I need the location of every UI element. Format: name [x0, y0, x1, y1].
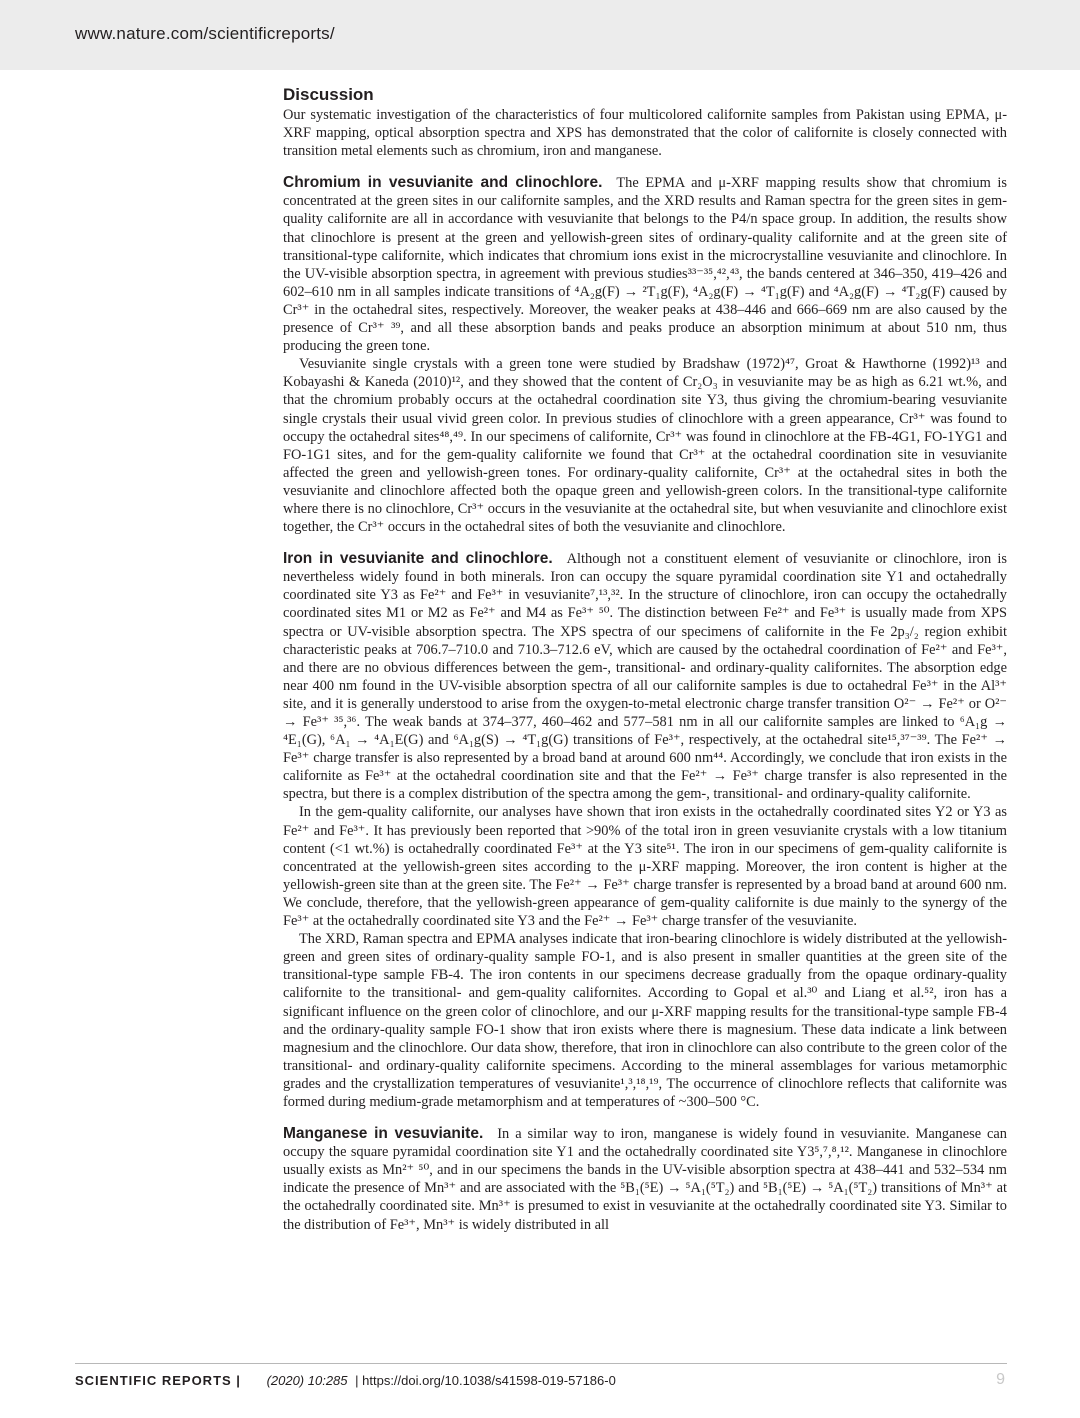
chromium-text-1: The EPMA and μ-XRF mapping results show that chromium is concentrated at the green sites in our californite samples, and the XRD results and Raman spectra for the green sites in gem-quality californite are all in accordance with vesuvianite that belongs to the P4/n space group. In addition, the results show that clinochlore is present at the green and yellowish-green sites of ordinary-quality californite and at the green site of transitional-type californite, which indicates that chromium ions exist in the microcrystalline vesuvianite and clinochlore. In the UV-visible absorption spectra, in agreement with previous studies³³⁻³⁵,⁴²,⁴³, the bands centered at 346–350, 419–426 and 602–610 nm in all samples indicate transitions of ⁴A₂g(F) → ²T₁g(F), ⁴A₂g(F) → ⁴T₁g(F) and ⁴A₂g(F) → ⁴T₂g(F) caused by Cr³⁺ in the octahedral sites, respectively. Moreover, the weaker peaks at 438–446 and 666–669 nm are also caused by the presence of Cr³⁺ ³⁹, and all these absorption bands and peaks produce an absorption minimum at about 510 nm, thus producing the green tone.: [283, 175, 1007, 355]
iron-section: [283, 550, 1007, 1111]
discussion-intro: Our systematic investigation of the characteristics of four multicolored californite samples from Pakistan using EPMA, μ-XRF mapping, optical absorption spectra and XPS has demonstrated that the color of californite is closely connected with transition metal elements such as chromium, iron and manganese.: [283, 107, 1007, 160]
chromium-paragraph-2: Vesuvianite single crystals with a green tone were studied by Bradshaw (1972)⁴⁷, Groat & Hawthorne (1992)¹³ and Kobayashi & Kaneda (2010)¹², and they showed that the content of Cr₂O₃ in vesuvianite may be as high as 6.21 wt.%, and that the chromium probably occurs at the octahedral coordination site Y3, thus giving the chromium-bearing vesuvianite single crystals their usual vivid green color. In previous studies of clinochlore with a green appearance, Cr³⁺ was found to occupy the octahedral sites⁴⁸,⁴⁹. In our specimens of californite, Cr³⁺ was found in clinochlore at the FB-4G1, FO-1YG1 and FO-1G1 sites, and for the gem-quality californite we found that Cr³⁺ at the octahedral coordination site in vesuvianite affected the green and yellowish-green tones. For ordinary-quality californite, Cr³⁺ at the octahedral sites in both the vesuvianite and clinochlore affected both the opaque green and yellowish-green colors. In the transitional-type californite where there is no clinochlore, Cr³⁺ occurs in the vesuvianite at the octahedral site, but when vesuvianite and clinochlore exist together, the Cr³⁺ occurs in the octahedral sites of both the vesuvianite and clinochlore.: [283, 356, 1007, 536]
iron-paragraph-2: In the gem-quality californite, our analyses have shown that iron exists in the octahedrally coordinated sites Y2 or Y3 as Fe²⁺ and Fe³⁺. It has previously been reported that >90% of the total iron in green vesuvianite crystals with a low titanium content (<1 wt.%) is octahedrally coordinated Fe³⁺ at the Y3 site⁵¹. The iron in our specimens of gem-quality californite is concentrated at the yellowish-green sites according to the μ-XRF mapping. Moreover, the iron content is higher at the yellowish-green site than at the green site. The Fe²⁺ → Fe³⁺ charge transfer is represented by a broad band at around 600 nm. We conclude, therefore, that the yellowish-green appearance of gem-quality californite is due mainly to the synergy of the Fe³⁺ at the octahedrally coordinated site Y3 and the Fe²⁺ → Fe³⁺ charge transfer of the vesuvianite.: [283, 804, 1007, 930]
discussion-heading: Discussion: [283, 85, 374, 104]
footer-doi-link[interactable]: | https://doi.org/10.1038/s41598-019-57186-0: [355, 1373, 616, 1388]
journal-url[interactable]: www.nature.com/scientificreports/: [75, 24, 335, 43]
chromium-paragraph-1: [283, 174, 1007, 355]
iron-paragraph-1: [283, 550, 1007, 803]
footer-divider: [75, 1363, 1007, 1364]
manganese-text-1: In a similar way to iron, manganese is widely found in vesuvianite. Manganese can occupy the square pyramidal coordination site Y1 and the octahedrally coordinated site Y3⁵,⁷,⁸,¹². Manganese in clinochlore usually exists as Mn²⁺ ⁵⁰, and in our specimens the bands in the UV-visible absorption spectra at 438–441 and 532–534 nm indicate the presence of Mn³⁺ and are associated with the ⁵B₁(⁵E) → ⁵A₁(⁵T₂) and ⁵B₁(⁵E) → ⁵A₁(⁵T₂) transitions of Mn³⁺ at the octahedrally coordinated site. Mn³⁺ is presumed to exist in vesuvianite at the octahedrally coordinated site Y3. Similar to the distribution of Fe³⁺, Mn³⁺ is widely distributed in all: [283, 1126, 1007, 1233]
manganese-section: [283, 1125, 1007, 1234]
iron-paragraph-3: The XRD, Raman spectra and EPMA analyses indicate that iron-bearing clinochlore is widely distributed at the yellowish-green and green sites of ordinary-quality sample FO-1, and is also present in smaller quantities at the green site of the transitional-type sample FB-4. The iron contents in our specimens decrease gradually from the opaque ordinary-quality californite to the transitional- and gem-quality californites. According to Gopal et al.³⁰ and Liang et al.⁵², iron has a significant influence on the green color of clinochlore, and our μ-XRF mapping results for the transitional-type sample FB-4 and the ordinary-quality sample FO-1 show that iron exists where there is magnesium. These data indicate a link between magnesium and the clinochlore. Our data show, therefore, that iron in clinochlore can also contribute to the green color of the transitional- and ordinary-quality californite specimens. According to the mineral assemblages for various metamorphic grades and the crystallization temperatures of vesuvianite¹,³,¹⁸,¹⁹, The occurrence of clinochlore reflects that californite was formed during medium-grade metamorphism and at temperatures of ~300–500 °C.: [283, 931, 1007, 1110]
manganese-paragraph-1: [283, 1125, 1007, 1234]
footer-journal: SCIENTIFIC REPORTS |: [75, 1373, 241, 1388]
page-header-bar: [0, 0, 1080, 70]
chromium-heading: Chromium in vesuvianite and clinochlore.: [283, 174, 603, 192]
page-footer: [75, 1373, 616, 1388]
manganese-heading: Manganese in vesuvianite.: [283, 1125, 484, 1143]
chromium-section: [283, 174, 1007, 536]
iron-text-1: Although not a constituent element of vesuvianite or clinochlore, iron is nevertheless widely found in both minerals. Iron can occupy the square pyramidal coordination site Y1 and octahedrally coordinated site Y3 as Fe²⁺ and Fe³⁺ in vesuvianite⁷,¹³,³². In the structure of clinochlore, iron can occupy the octahedrally coordinated sites M1 or M2 as Fe²⁺ and M4 as Fe³⁺ ⁵⁰. The distinction between Fe²⁺ and Fe³⁺ is usually made from XPS spectra or UV-visible absorption spectra. The XPS spectra of our specimens of californite in the Fe 2p₃/₂ region exhibit characteristic peaks at 706.7–710.0 and 710.3–712.6 eV, which are caused by the octahedral coordination of Fe²⁺ and Fe³⁺, and there are no obvious differences between the gem-, transitional- and ordinary-quality californites. The absorption edge near 400 nm found in the UV-visible absorption spectra of all our californite samples is due to octahedral Fe³⁺ in the Al³⁺ site, and it is generally understood to arise from the oxygen-to-metal electronic charge transfer transition O²⁻ → Fe²⁺ or O²⁻ → Fe³⁺ ³⁵,³⁶. The weak bands at 374–377, 460–462 and 577–581 nm in all our californite samples are linked to ⁶A₁g → ⁴E₁(G), ⁶A₁ → ⁴A₁E(G) and ⁶A₁g(S) → ⁴T₁g(G) transitions of Fe³⁺, respectively, at the octahedral site¹⁵,³⁷⁻³⁹. The Fe²⁺ → Fe³⁺ charge transfer is also represented by a broad band at around 600 nm⁴⁴. Accordingly, we conclude that iron exists in the californite as Fe³⁺ at the octahedral coordination site and that the Fe²⁺ → Fe³⁺ charge transfer is also represented in the spectra, but there is a complex distribution of the spectra among the gem-, transitional- and ordinary-quality californite.: [283, 551, 1007, 803]
page-number: 9: [996, 1371, 1005, 1388]
iron-heading: Iron in vesuvianite and clinochlore.: [283, 550, 553, 568]
footer-citation: (2020) 10:285: [266, 1373, 348, 1388]
article-body: [283, 84, 1007, 1234]
